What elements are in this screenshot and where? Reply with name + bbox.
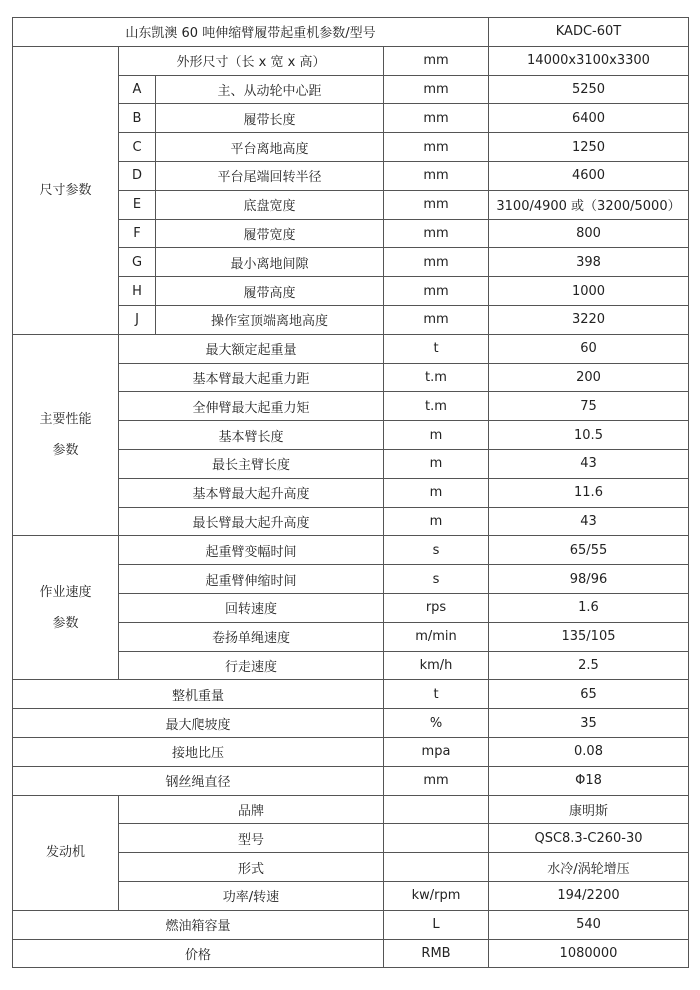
unit-cell [384, 795, 489, 824]
value-cell: 1080000 [489, 939, 689, 968]
value-cell: 540 [489, 910, 689, 939]
value-cell: 14000x3100x3300 [489, 46, 689, 75]
value-cell: 43 [489, 449, 689, 478]
unit-cell: L [384, 910, 489, 939]
parameter-name: 最小离地间隙 [156, 248, 384, 277]
unit-cell: mm [384, 190, 489, 219]
table-row [13, 46, 689, 75]
group-label: 发动机 [13, 795, 119, 910]
value-cell: 65/55 [489, 536, 689, 565]
parameter-name: 卷扬单绳速度 [119, 622, 384, 651]
table-row [13, 737, 689, 766]
unit-cell: m [384, 507, 489, 536]
value-cell: 200 [489, 363, 689, 392]
unit-cell: mm [384, 219, 489, 248]
value-cell: 3100/4900 或（3200/5000） [489, 190, 689, 219]
parameter-name: 接地比压 [13, 737, 384, 766]
value-cell: 5250 [489, 75, 689, 104]
unit-cell: RMB [384, 939, 489, 968]
value-cell: 6400 [489, 104, 689, 133]
unit-cell: mm [384, 104, 489, 133]
parameter-name: 主、从动轮中心距 [156, 75, 384, 104]
value-cell: 0.08 [489, 737, 689, 766]
table-row [13, 334, 689, 363]
value-cell: 2.5 [489, 651, 689, 680]
table-row [13, 536, 689, 565]
value-cell: 4600 [489, 161, 689, 190]
dimension-code: B [119, 104, 156, 133]
value-cell: 43 [489, 507, 689, 536]
model-number: KADC-60T [489, 18, 689, 47]
parameter-name: 基本臂最大起重力距 [119, 363, 384, 392]
value-cell: 水冷/涡轮增压 [489, 853, 689, 882]
value-cell: 398 [489, 248, 689, 277]
unit-cell [384, 824, 489, 853]
unit-cell: mm [384, 248, 489, 277]
dimension-code: A [119, 75, 156, 104]
parameter-name: 基本臂长度 [119, 421, 384, 450]
unit-cell: m/min [384, 622, 489, 651]
unit-cell: t [384, 334, 489, 363]
dimension-code: F [119, 219, 156, 248]
parameter-name: 履带宽度 [156, 219, 384, 248]
unit-cell: mm [384, 46, 489, 75]
value-cell: 800 [489, 219, 689, 248]
dimension-code: H [119, 277, 156, 306]
unit-cell: rps [384, 593, 489, 622]
parameter-name: 行走速度 [119, 651, 384, 680]
value-cell: QSC8.3-C260-30 [489, 824, 689, 853]
table-row [13, 709, 689, 738]
dimension-code: J [119, 305, 156, 334]
parameter-name: 最长主臂长度 [119, 449, 384, 478]
unit-cell: mm [384, 305, 489, 334]
value-cell: 10.5 [489, 421, 689, 450]
unit-cell: s [384, 536, 489, 565]
parameter-name: 品牌 [119, 795, 384, 824]
parameter-name: 全伸臂最大起重力矩 [119, 392, 384, 421]
parameter-name: 最大额定起重量 [119, 334, 384, 363]
table-title: 山东凯澳 60 吨伸缩臂履带起重机参数/型号 [13, 18, 489, 47]
parameter-name: 燃油箱容量 [13, 910, 384, 939]
parameter-name: 最大爬坡度 [13, 709, 384, 738]
parameter-name: 价格 [13, 939, 384, 968]
parameter-name: 起重臂伸缩时间 [119, 565, 384, 594]
table-row [13, 766, 689, 795]
spec-table [12, 17, 689, 968]
parameter-name: 操作室顶端离地高度 [156, 305, 384, 334]
value-cell: Φ18 [489, 766, 689, 795]
unit-cell [384, 853, 489, 882]
unit-cell: km/h [384, 651, 489, 680]
table-row [13, 680, 689, 709]
dimension-code: G [119, 248, 156, 277]
value-cell: 194/2200 [489, 881, 689, 910]
parameter-name: 基本臂最大起升高度 [119, 478, 384, 507]
parameter-name: 功率/转速 [119, 881, 384, 910]
value-cell: 98/96 [489, 565, 689, 594]
value-cell: 75 [489, 392, 689, 421]
value-cell: 11.6 [489, 478, 689, 507]
parameter-name: 起重臂变幅时间 [119, 536, 384, 565]
table-row [13, 939, 689, 968]
group-label: 尺寸参数 [13, 46, 119, 334]
group-label: 作业速度 参数 [13, 536, 119, 680]
parameter-name: 履带高度 [156, 277, 384, 306]
unit-cell: mm [384, 75, 489, 104]
value-cell: 135/105 [489, 622, 689, 651]
parameter-name: 平台尾端回转半径 [156, 161, 384, 190]
unit-cell: mpa [384, 737, 489, 766]
parameter-name: 整机重量 [13, 680, 384, 709]
dimension-code: C [119, 133, 156, 162]
unit-cell: m [384, 449, 489, 478]
value-cell: 60 [489, 334, 689, 363]
parameter-name: 型号 [119, 824, 384, 853]
unit-cell: s [384, 565, 489, 594]
parameter-name: 回转速度 [119, 593, 384, 622]
unit-cell: mm [384, 133, 489, 162]
parameter-name: 形式 [119, 853, 384, 882]
table-row [13, 910, 689, 939]
table-header-row [13, 18, 689, 47]
parameter-name: 履带长度 [156, 104, 384, 133]
value-cell: 1000 [489, 277, 689, 306]
unit-cell: m [384, 478, 489, 507]
parameter-name: 平台离地高度 [156, 133, 384, 162]
unit-cell: kw/rpm [384, 881, 489, 910]
parameter-name: 外形尺寸（长 x 宽 x 高） [119, 46, 384, 75]
unit-cell: t [384, 680, 489, 709]
value-cell: 康明斯 [489, 795, 689, 824]
unit-cell: mm [384, 766, 489, 795]
dimension-code: E [119, 190, 156, 219]
group-label: 主要性能 参数 [13, 334, 119, 536]
unit-cell: mm [384, 161, 489, 190]
value-cell: 3220 [489, 305, 689, 334]
unit-cell: m [384, 421, 489, 450]
unit-cell: t.m [384, 363, 489, 392]
spec-table-body [13, 18, 689, 968]
parameter-name: 最长臂最大起升高度 [119, 507, 384, 536]
unit-cell: mm [384, 277, 489, 306]
value-cell: 1.6 [489, 593, 689, 622]
value-cell: 65 [489, 680, 689, 709]
parameter-name: 钢丝绳直径 [13, 766, 384, 795]
value-cell: 1250 [489, 133, 689, 162]
value-cell: 35 [489, 709, 689, 738]
table-row [13, 795, 689, 824]
dimension-code: D [119, 161, 156, 190]
unit-cell: % [384, 709, 489, 738]
unit-cell: t.m [384, 392, 489, 421]
parameter-name: 底盘宽度 [156, 190, 384, 219]
